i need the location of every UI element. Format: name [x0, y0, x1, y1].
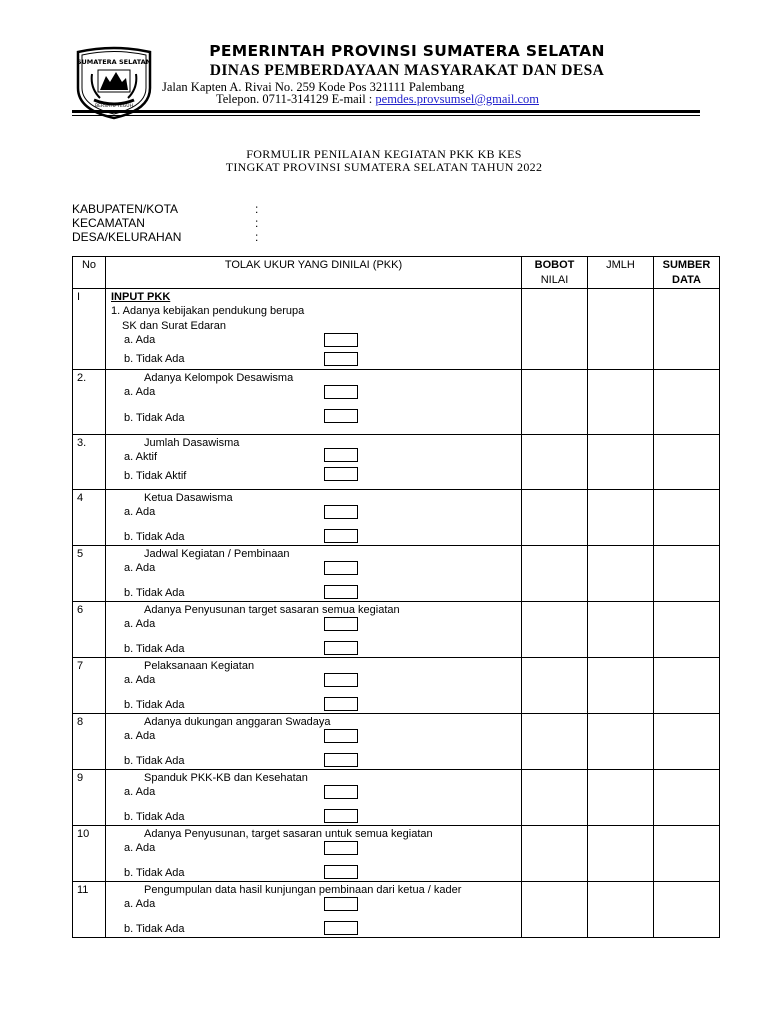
criteria-text: Pelaksanaan Kegiatan [144, 660, 255, 672]
option-a-box[interactable] [324, 385, 358, 399]
option-a-label: a. Ada [124, 386, 156, 398]
sumber-cell[interactable] [654, 289, 720, 370]
criteria-cell [106, 714, 522, 770]
province-emblem-icon [72, 44, 156, 120]
bobot-cell[interactable] [522, 658, 588, 714]
option-a-label: a. Ada [124, 506, 156, 518]
header-bobot-line2: NILAI [540, 274, 569, 286]
option-a-box[interactable] [324, 505, 358, 519]
jmlh-cell[interactable] [588, 826, 654, 882]
row-number: 5 [73, 546, 106, 602]
criteria-cell [106, 435, 522, 490]
jmlh-cell[interactable] [588, 289, 654, 370]
table-row [73, 602, 720, 658]
criteria-cell [106, 370, 522, 435]
bobot-cell[interactable] [522, 289, 588, 370]
section-title: INPUT PKK [111, 291, 171, 303]
jmlh-cell[interactable] [588, 602, 654, 658]
sumber-cell[interactable] [654, 490, 720, 546]
criteria-text: Adanya Penyusunan target sasaran semua kegiatan [144, 604, 400, 616]
table-row [73, 370, 720, 435]
criteria-text: Adanya Penyusunan, target sasaran untuk semua kegiatan [144, 828, 433, 840]
jmlh-cell[interactable] [588, 370, 654, 435]
option-a-label: a. Ada [124, 618, 156, 630]
sumber-cell[interactable] [654, 770, 720, 826]
option-b-box[interactable] [324, 641, 358, 655]
criteria-cell [106, 826, 522, 882]
option-a-label: a. Ada [124, 786, 156, 798]
header-rule-thin [72, 115, 700, 116]
criteria-text: Adanya dukungan anggaran Swadaya [144, 716, 331, 728]
option-b-box[interactable] [324, 921, 358, 935]
header-sumber-data [654, 257, 720, 289]
criteria-cell [106, 602, 522, 658]
option-a-box[interactable] [324, 897, 358, 911]
option-b-label: b. Tidak Ada [124, 811, 185, 823]
criteria-text: Pengumpulan data hasil kunjungan pembinaan dari ketua / kader [144, 884, 462, 896]
option-a-label: a. Ada [124, 334, 156, 346]
criteria-cell [106, 882, 522, 938]
bobot-cell[interactable] [522, 435, 588, 490]
sumber-cell[interactable] [654, 546, 720, 602]
sumber-cell[interactable] [654, 602, 720, 658]
header-bobot-nilai [522, 257, 588, 289]
option-a-box[interactable] [324, 673, 358, 687]
row-number: 7 [73, 658, 106, 714]
table-row [73, 882, 720, 938]
form-title-line2: TINGKAT PROVINSI SUMATERA SELATAN TAHUN 2022 [225, 160, 543, 174]
jmlh-cell[interactable] [588, 490, 654, 546]
criteria-cell [106, 658, 522, 714]
option-b-box[interactable] [324, 753, 358, 767]
assessment-table [72, 256, 720, 938]
bobot-cell[interactable] [522, 826, 588, 882]
phone-text: Telepon. 0711-314129 E-mail : [216, 92, 376, 106]
desa-colon: : [255, 230, 259, 244]
option-b-box[interactable] [324, 585, 358, 599]
row-number: 8 [73, 714, 106, 770]
option-a-label: a. Aktif [124, 451, 158, 463]
option-a-box[interactable] [324, 561, 358, 575]
contact-line [216, 92, 539, 107]
jmlh-cell[interactable] [588, 658, 654, 714]
option-b-box[interactable] [324, 529, 358, 543]
criteria-cell [106, 770, 522, 826]
option-a-box[interactable] [324, 448, 358, 462]
sumber-cell[interactable] [654, 658, 720, 714]
option-b-box[interactable] [324, 865, 358, 879]
header-tolak-ukur: TOLAK UKUR YANG DINILAI (PKK) [106, 257, 522, 289]
criteria-text: 1. Adanya kebijakan pendukung berupa [111, 305, 305, 317]
table-row [73, 714, 720, 770]
criteria-text: Spanduk PKK-KB dan Kesehatan [144, 772, 308, 784]
option-a-box[interactable] [324, 333, 358, 347]
option-a-box[interactable] [324, 841, 358, 855]
criteria-cell [106, 490, 522, 546]
desa-label: DESA/KELURAHAN [72, 230, 182, 244]
table-row [73, 658, 720, 714]
jmlh-cell[interactable] [588, 546, 654, 602]
table-row [73, 770, 720, 826]
sumber-cell[interactable] [654, 714, 720, 770]
bobot-cell[interactable] [522, 370, 588, 435]
logo-motto: BERSATU TEGUH [95, 104, 133, 109]
option-a-box[interactable] [324, 729, 358, 743]
sumber-cell[interactable] [654, 435, 720, 490]
row-number: 9 [73, 770, 106, 826]
option-a-label: a. Ada [124, 562, 156, 574]
option-b-box[interactable] [324, 467, 358, 481]
option-b-label: b. Tidak Ada [124, 699, 185, 711]
option-a-label: a. Ada [124, 842, 156, 854]
email-link[interactable]: pemdes.provsumsel@gmail.com [375, 92, 539, 106]
criteria-text: Adanya Kelompok Desawisma [144, 372, 294, 384]
option-b-label: b. Tidak Ada [124, 755, 185, 767]
option-b-label: b. Tidak Ada [124, 923, 185, 935]
criteria-text-cont: SK dan Surat Edaran [122, 320, 226, 332]
kabupaten-label: KABUPATEN/KOTA [72, 202, 179, 216]
row-number: 10 [73, 826, 106, 882]
form-title-line1: FORMULIR PENILAIAN KEGIATAN PKK KB KES [246, 147, 522, 161]
option-b-box[interactable] [324, 809, 358, 823]
bobot-cell[interactable] [522, 770, 588, 826]
criteria-text: Ketua Dasawisma [144, 492, 233, 504]
table-row [73, 289, 720, 370]
option-b-label: b. Tidak Aktif [124, 470, 187, 482]
criteria-text: Jadwal Kegiatan / Pembinaan [144, 548, 290, 560]
option-a-box[interactable] [324, 617, 358, 631]
kabupaten-colon: : [255, 202, 259, 216]
option-b-label: b. Tidak Ada [124, 412, 185, 424]
option-b-label: b. Tidak Ada [124, 867, 185, 879]
table-row [73, 826, 720, 882]
table-header-row [73, 257, 720, 289]
table-row [73, 490, 720, 546]
jmlh-cell[interactable] [588, 882, 654, 938]
table-row [73, 435, 720, 490]
option-b-box[interactable] [324, 409, 358, 423]
row-number: 3. [73, 435, 106, 490]
bobot-cell[interactable] [522, 546, 588, 602]
sumber-cell[interactable] [654, 882, 720, 938]
criteria-cell [106, 289, 522, 370]
jmlh-cell[interactable] [588, 714, 654, 770]
option-b-box[interactable] [324, 352, 358, 366]
kecamatan-label: KECAMATAN [72, 216, 145, 230]
option-a-label: a. Ada [124, 674, 156, 686]
address-line: Jalan Kapten A. Rivai No. 259 Kode Pos 321111 Palembang [162, 80, 465, 94]
option-b-label: b. Tidak Ada [124, 531, 185, 543]
header-jmlh: JMLH [588, 257, 654, 289]
kecamatan-colon: : [255, 216, 259, 230]
bobot-cell[interactable] [522, 714, 588, 770]
header-no: No [73, 257, 106, 289]
option-b-label: b. Tidak Ada [124, 643, 185, 655]
header-sumber-line2: DATA [672, 274, 701, 286]
department-name: DINAS PEMBERDAYAAN MASYARAKAT DAN DESA [209, 62, 605, 79]
option-b-box[interactable] [324, 697, 358, 711]
sumber-cell[interactable] [654, 826, 720, 882]
header-sumber-line1: SUMBER [662, 259, 711, 271]
row-number: I [73, 289, 106, 370]
table-row [73, 546, 720, 602]
jmlh-cell[interactable] [588, 770, 654, 826]
option-b-label: b. Tidak Ada [124, 353, 185, 365]
criteria-text: Jumlah Dasawisma [144, 437, 240, 449]
jmlh-cell[interactable] [588, 435, 654, 490]
row-number: 2. [73, 370, 106, 435]
row-number: 4 [73, 490, 106, 546]
row-number: 6 [73, 602, 106, 658]
agency-name: PEMERINTAH PROVINSI SUMATERA SELATAN [209, 42, 605, 60]
bobot-cell[interactable] [522, 490, 588, 546]
option-a-box[interactable] [324, 785, 358, 799]
option-a-label: a. Ada [124, 898, 156, 910]
header-bobot-line1: BOBOT [534, 259, 575, 271]
logo-text: SUMATERA SELATAN [76, 58, 152, 66]
option-a-label: a. Ada [124, 730, 156, 742]
row-number: 11 [73, 882, 106, 938]
sumber-cell[interactable] [654, 370, 720, 435]
header-rule-thick [72, 110, 700, 113]
bobot-cell[interactable] [522, 602, 588, 658]
option-b-label: b. Tidak Ada [124, 587, 185, 599]
criteria-cell [106, 546, 522, 602]
bobot-cell[interactable] [522, 882, 588, 938]
